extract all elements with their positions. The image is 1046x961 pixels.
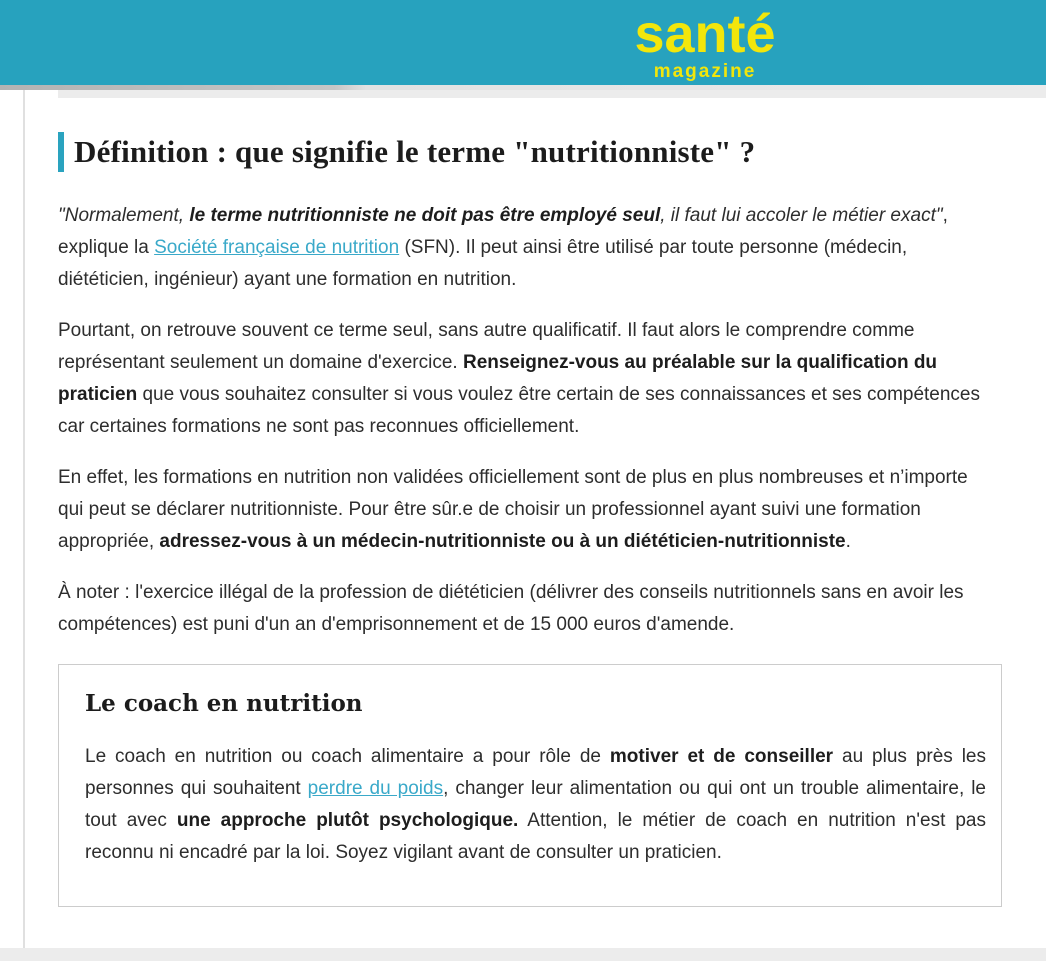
text-segment: Renseignez-vous au préalable sur la qualification du praticien [58,352,938,405]
text-segment: Attention, le métier de coach en nutrition n'est pas reconnu ni encadré par la loi. Soyez vigilant avant de consulter un praticien. [85,810,986,863]
text-segment: Le coach en nutrition ou coach alimentaire a pour rôle de [85,746,610,767]
top-gray-band [58,90,1046,98]
text-segment: , explique la [58,205,948,258]
text-segment: Pourtant, on retrouve souvent ce terme seul, sans autre qualificatif. Il faut alors le comprendre comme représentant seulement un domaine d'exercice. [58,320,915,373]
article-paragraph [58,315,986,443]
text-segment: (SFN). Il peut ainsi être utilisé par toute personne (médecin, diététicien, ingénieur) ayant une formation en nutrition. [58,237,908,290]
article-content [25,85,1046,907]
coach-nutrition-box [58,664,1002,907]
page-title: Définition : que signifie le terme "nutritionniste" ? [58,132,986,172]
logo-text-magazine: magazine [653,61,757,82]
text-segment: . [845,531,851,552]
logo-text-sante: santé [634,4,776,64]
text-segment: adressez-vous à un médecin-nutritionniste ou à un diététicien-nutritionniste [159,531,846,552]
text-segment: "Normalement, [58,205,190,226]
box-paragraph [85,741,986,869]
article-paragraph [58,200,986,296]
text-segment: À noter : l'exercice illégal de la profession de diététicien (délivrer des conseils nutritionnels sans en avoir les compétences) est puni d'un an d'emprisonnement et de 15 000 euros d'amende. [58,582,964,635]
sante-magazine-logo[interactable] [634,4,776,82]
text-segment: que vous souhaitez consulter si vous voulez être certain de ses connaissances et ses compétences car certaines formations ne sont pas reconnues officiellement. [58,384,981,437]
text-segment: , il faut lui accoler le métier exact" [660,205,943,226]
inline-link[interactable]: Société française de nutrition [154,237,400,258]
text-segment: En effet, les formations en nutrition non validées officiellement sont de plus en plus nombreuses et n’importe qui peut se déclarer nutritionniste. Pour être sûr.e de choisir un professionnel ayant suivi une formation appropriée, [58,467,968,552]
site-header [0,0,1046,85]
bottom-gray-band [0,948,1046,961]
article-card [23,85,1046,948]
text-segment: une approche plutôt psychologique. [176,810,519,831]
box-title: Le coach en nutrition [85,690,363,717]
inline-link[interactable]: perdre du poids [307,778,444,799]
text-segment: le terme nutritionniste ne doit pas être employé seul [189,205,661,226]
article-paragraph [58,462,986,558]
text-segment: motiver et de conseiller [609,746,834,767]
article-paragraph [58,577,986,641]
text-segment: , changer leur alimentation ou qui ont un trouble alimentaire, le tout avec [85,778,986,831]
text-segment: au plus près les personnes qui souhaitent [85,746,987,799]
